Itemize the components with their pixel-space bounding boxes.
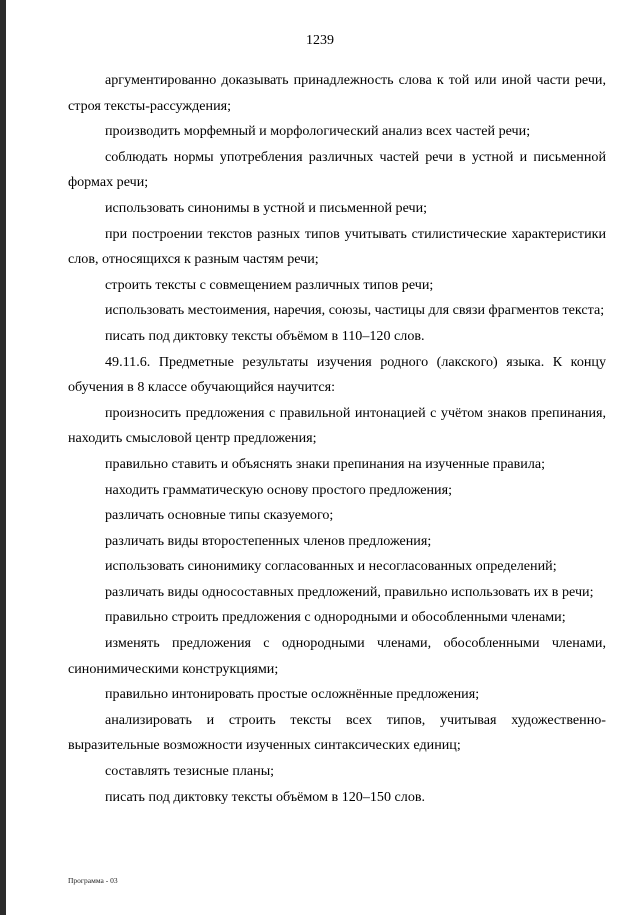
paragraph: произносить предложения с правильной интонацией с учётом знаков препинания, находить смысловой центр предложения; [68, 404, 606, 447]
paragraph: строить тексты с совмещением различных типов речи; [105, 276, 434, 293]
paragraph: анализировать и строить тексты всех типов, учитывая художественно-выразительные возможности изученных синтаксических единиц; [68, 711, 606, 754]
paragraph: изменять предложения с однородными членами, обособленными членами, синонимическими конструкциями; [68, 635, 606, 677]
paragraph: различать основные типы сказуемого; [105, 507, 334, 524]
document-body [68, 68, 606, 810]
paragraph: использовать местоимения, наречия, союзы, частицы для связи фрагментов текста; [105, 302, 605, 319]
paragraph: писать под диктовку тексты объёмом в 120–150 слов. [105, 788, 426, 805]
footer-label: Программа - 03 [68, 876, 118, 885]
paragraph: различать виды односоставных предложений, правильно использовать их в речи; [105, 583, 594, 600]
paragraph: при построении текстов разных типов учитывать стилистические характеристики слов, относящихся к разным частям речи; [68, 225, 606, 268]
paragraph: аргументированно доказывать принадлежность слова к той или иной части речи, строя тексты-рассуждения; [68, 72, 606, 114]
paragraph: находить грамматическую основу простого предложения; [105, 481, 452, 498]
paragraph: соблюдать нормы употребления различных частей речи в устной и письменной формах речи; [68, 148, 606, 191]
paragraph: использовать синонимику согласованных и несогласованных определений; [105, 558, 557, 575]
paragraph: писать под диктовку тексты объёмом в 110–120 слов. [105, 327, 425, 344]
paragraph: правильно ставить и объяснять знаки препинания на изученные правила; [105, 455, 546, 472]
paragraph: производить морфемный и морфологический анализ всех частей речи; [105, 123, 531, 140]
scan-edge [0, 0, 6, 915]
page-number: 1239 [306, 33, 334, 48]
paragraph: составлять тезисные планы; [105, 763, 275, 780]
paragraph: 49.11.6. Предметные результаты изучения родного (лакского) языка. К концу обучения в 8 классе обучающийся научится: [68, 353, 606, 396]
paragraph: использовать синонимы в устной и письменной речи; [105, 199, 428, 216]
paragraph: различать виды второстепенных членов предложения; [105, 532, 432, 549]
paragraph: правильно строить предложения с однородными и обособленными членами; [105, 609, 566, 626]
paragraph: правильно интонировать простые осложнённые предложения; [105, 686, 480, 703]
